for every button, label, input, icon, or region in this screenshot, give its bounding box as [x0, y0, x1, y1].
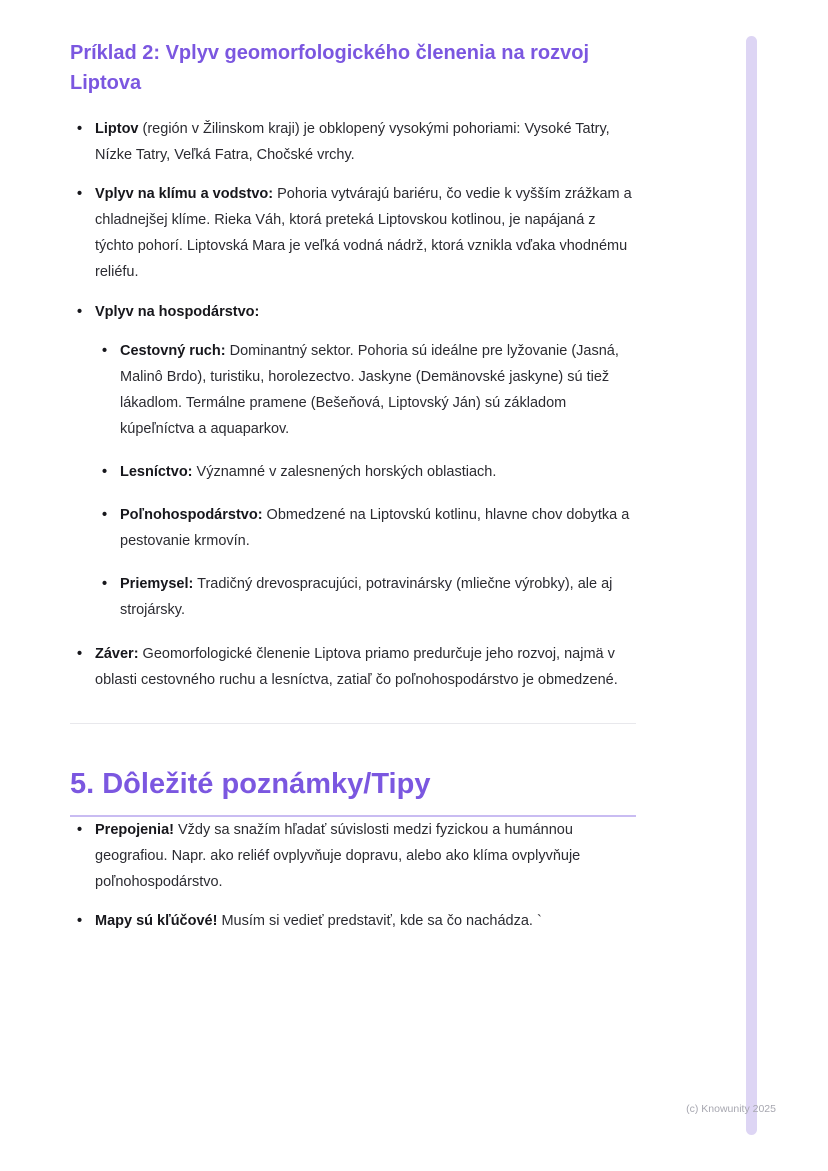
list-item-text: (región v Žilinskom kraji) je obklopený vysokými pohoriami: Vysoké Tatry, Nízke Tatry, Veľká Fatra, Chočské vrchy.: [95, 121, 610, 164]
list-item-lead: Vplyv na klímu a vodstvo:: [95, 186, 274, 203]
list-item-text: Geomorfologické členenie Liptova priamo predurčuje jeho rozvoj, najmä v oblasti cestovného ruchu a lesníctva, zatiaľ čo poľnohospodárstvo je obmedzené.: [95, 645, 618, 688]
list-item-lead: Vplyv na hospodárstvo:: [95, 303, 260, 320]
list-item-lead: Prepojenia!: [95, 821, 174, 838]
list-item-lead: Záver:: [95, 645, 139, 662]
example-section-title: Príklad 2: Vplyv geomorfologického členenia na rozvoj Liptova: [70, 42, 590, 94]
list-item-text: Obmedzené na Liptovskú kotlinu, hlavne chov dobytka a pestovanie krmovín.: [120, 507, 630, 550]
list-item-lead: Cestovný ruch:: [120, 342, 226, 359]
list-item-text: Pohoria vytvárajú bariéru, čo vedie k vyšším zrážkam a chladnejšej klíme. Rieka Váh, ktorá preteká Liptovskou kotlinou, je napájaná z týchto pohorí. Liptovská Mara je veľká vodná nádrž, ktorá vznikla vďaka vhodnému reliéfu.: [95, 186, 632, 281]
section-divider: [70, 723, 636, 724]
list-item-lead: Priemysel:: [120, 576, 194, 593]
list-item-text: Tradičný drevospracujúci, potravinársky (mliečne výrobky), ale aj strojársky.: [120, 576, 613, 619]
list-item-lead: Mapy sú kľúčové!: [95, 912, 218, 929]
list-item-text: Dominantný sektor. Pohoria sú ideálne pre lyžovanie (Jasná, Malinô Brdo), turistiku, horolezectvo. Jaskyne (Demänovské jaskyne) sú tiež lákadlom. Termálne pramene (Bešeňová, Liptovský Ján) sú základom kúpeľníctva a aquaparkov.: [120, 342, 619, 437]
list-item: [70, 817, 636, 895]
list-item: [70, 299, 636, 624]
economy-sub-list: [95, 338, 636, 624]
footer-credit: (c) Knowunity 2025: [686, 1103, 776, 1115]
list-item-lead: Poľnohospodárstvo:: [120, 507, 263, 524]
list-item: [70, 908, 636, 934]
document-content: [70, 38, 636, 947]
example-bullet-list: [70, 116, 636, 693]
list-item-text: Musím si vedieť predstaviť, kde sa čo nachádza. `: [217, 912, 542, 929]
list-item-lead: Liptov: [95, 121, 139, 137]
list-item: [70, 116, 636, 168]
list-item: [70, 181, 636, 285]
list-item-lead: Lesníctvo:: [120, 464, 193, 481]
list-item: [70, 641, 636, 693]
list-item: [95, 459, 636, 485]
list-item: [95, 338, 636, 442]
list-item: [95, 571, 636, 623]
tips-bullet-list: [70, 817, 636, 934]
tips-section-title: 5. Dôležité poznámky/Tipy: [70, 768, 636, 817]
list-item-text: Významné v zalesnených horských oblastiach.: [192, 464, 497, 481]
page-edge-stripe: [746, 36, 757, 1135]
list-item-text: Vždy sa snažím hľadať súvislosti medzi fyzickou a humánnou geografiou. Napr. ako reliéf ovplyvňuje dopravu, alebo ako klíma ovplyvňuje poľnohospodárstvo.: [95, 821, 581, 890]
list-item: [95, 502, 636, 554]
